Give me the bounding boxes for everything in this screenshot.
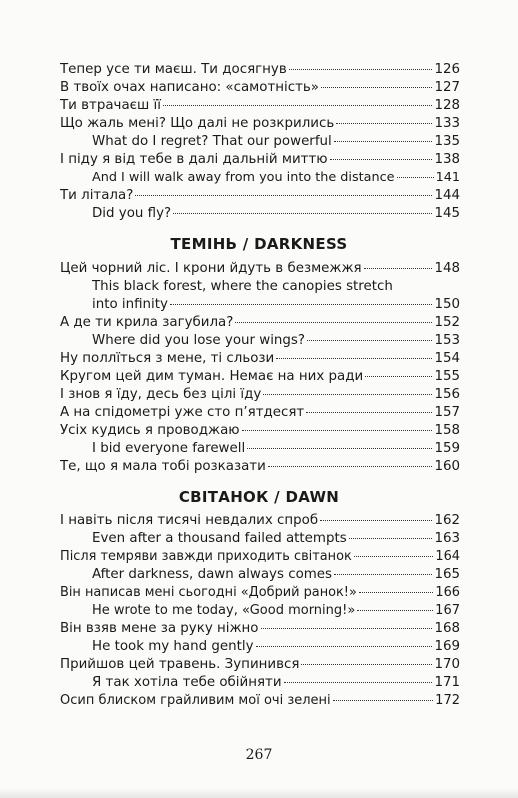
toc-section-dawn xyxy=(60,512,460,710)
toc-entry xyxy=(60,314,460,332)
dot-leader xyxy=(263,394,432,395)
toc-entry xyxy=(60,386,460,404)
entry-page: 172 xyxy=(435,693,460,708)
entry-title: Even after a thousand failed attempts xyxy=(92,531,347,546)
entry-title: А де ти крила загубила? xyxy=(60,315,234,330)
entry-page: 145 xyxy=(434,206,460,221)
dot-leader xyxy=(247,448,432,449)
entry-title: Усіх кудись я проводжаю xyxy=(60,423,240,438)
toc-entry xyxy=(60,620,460,638)
dot-leader xyxy=(333,700,434,701)
dot-leader xyxy=(397,177,434,178)
entry-page: 141 xyxy=(435,170,460,185)
entry-title: Осип блиском грайливим мої очі зелені xyxy=(60,693,331,708)
toc-entry-translation xyxy=(60,602,460,620)
dot-leader xyxy=(306,412,432,413)
toc-entry-translation xyxy=(60,332,460,350)
entry-page: 128 xyxy=(434,98,460,113)
entry-page: 169 xyxy=(434,639,460,654)
dot-leader xyxy=(359,592,434,593)
dot-leader xyxy=(242,430,433,431)
toc-entry-translation xyxy=(60,530,460,548)
entry-title: Цей чорний ліс. І крони йдуть в безмежжя xyxy=(60,261,362,276)
section-heading-dawn: СВІТАНОК / DAWN xyxy=(178,488,340,506)
toc-entry xyxy=(60,97,460,115)
dot-leader xyxy=(268,466,433,467)
entry-title: I bid everyone farewell xyxy=(92,441,246,456)
dot-leader xyxy=(256,646,433,647)
entry-title: Він написав мені сьогодні «Добрий ранок!» xyxy=(60,585,357,600)
dot-leader xyxy=(334,141,433,142)
entry-title: В твоїх очах написано: «самотність» xyxy=(60,80,319,95)
dot-leader xyxy=(235,322,432,323)
dot-leader xyxy=(334,574,432,575)
entry-page: 153 xyxy=(434,333,460,348)
dot-leader xyxy=(289,69,433,70)
dot-leader xyxy=(354,556,434,557)
entry-page: 127 xyxy=(434,80,460,95)
toc-entry xyxy=(60,584,460,602)
entry-title: Він взяв мене за руку ніжно xyxy=(60,621,259,636)
entry-page: 164 xyxy=(435,549,460,564)
entry-page: 166 xyxy=(435,585,460,600)
toc-entry xyxy=(60,512,460,530)
entry-title: Тепер усе ти маєш. Ти досягнув xyxy=(60,62,287,77)
entry-title-continued: into infinity xyxy=(92,297,168,312)
entry-title: Те, що я мала тобі розказати xyxy=(60,459,266,474)
toc-section-darkness xyxy=(60,260,460,476)
entry-page: 155 xyxy=(434,369,460,384)
entry-page: 156 xyxy=(434,387,460,402)
dot-leader xyxy=(261,628,433,629)
dot-leader xyxy=(301,664,432,665)
entry-page: 154 xyxy=(434,351,460,366)
dot-leader xyxy=(357,610,433,611)
dot-leader xyxy=(365,376,432,377)
entry-page: 171 xyxy=(434,675,460,690)
toc-entry xyxy=(60,115,460,133)
entry-title: This black forest, where the canopies stretch xyxy=(92,279,393,294)
toc-entry xyxy=(60,404,460,422)
entry-title: Did you fly? xyxy=(92,206,172,221)
toc-entry xyxy=(60,692,460,710)
entry-page: 126 xyxy=(434,62,460,77)
dot-leader xyxy=(284,682,433,683)
entry-page: 157 xyxy=(434,405,460,420)
entry-title-continuation-row xyxy=(92,296,460,314)
toc-entry xyxy=(60,422,460,440)
entry-title: Що жаль мені? Що далі не розкрились xyxy=(60,116,335,131)
entry-title: І навіть після тисячі невдалих спроб xyxy=(60,513,319,528)
dot-leader xyxy=(135,195,432,196)
entry-title: Кругом цей дим туман. Немає на них ради xyxy=(60,369,364,384)
entry-page: 163 xyxy=(434,531,460,546)
entry-title: Я так хотіла тебе обійняти xyxy=(92,675,282,690)
toc-entry-translation xyxy=(60,278,460,314)
toc-entry xyxy=(60,368,460,386)
page-number: 267 xyxy=(245,747,273,763)
toc-entry-translation xyxy=(60,169,460,187)
toc-entry-translation xyxy=(60,205,460,223)
entry-title: Ти втрачаєш її xyxy=(60,98,161,113)
dot-leader xyxy=(163,105,432,106)
toc-entry xyxy=(60,656,460,674)
section-heading-darkness: ТЕМІНЬ / DARKNESS xyxy=(170,235,348,253)
entry-page: 168 xyxy=(434,621,460,636)
entry-title: Після темряви завжди приходить світанок xyxy=(60,549,352,564)
entry-page: 152 xyxy=(434,315,460,330)
dot-leader xyxy=(336,123,432,124)
dot-leader xyxy=(330,159,433,160)
entry-title: Where did you lose your wings? xyxy=(92,333,306,348)
entry-page: 170 xyxy=(434,657,460,672)
toc-entry xyxy=(60,548,460,566)
page-bottom-edge xyxy=(0,788,518,798)
entry-title: І піду я від тебе в далі дальній миттю xyxy=(60,152,328,167)
entry-title: And I will walk away from you into the distance xyxy=(92,170,395,185)
dot-leader xyxy=(349,538,433,539)
toc-entry xyxy=(60,187,460,205)
entry-page: 150 xyxy=(434,297,460,312)
toc-entry-translation xyxy=(60,638,460,656)
dot-leader xyxy=(321,87,432,88)
entry-page: 144 xyxy=(434,188,460,203)
entry-page: 160 xyxy=(434,459,460,474)
toc-entry xyxy=(60,79,460,97)
toc-section-1 xyxy=(60,61,460,223)
entry-page: 138 xyxy=(434,152,460,167)
dot-leader xyxy=(320,520,432,521)
toc-entry xyxy=(60,61,460,79)
toc-entry xyxy=(60,458,460,476)
toc-entry-translation xyxy=(60,674,460,692)
entry-title: Ти літала? xyxy=(60,188,134,203)
dot-leader xyxy=(173,213,432,214)
entry-title: What do I regret? That our powerful xyxy=(92,134,332,149)
toc-entry-translation xyxy=(60,133,460,151)
toc-entry xyxy=(60,151,460,169)
dot-leader xyxy=(364,268,433,269)
toc-entry-translation xyxy=(60,440,460,458)
entry-title: Ну поллїться з мене, ті сльози xyxy=(60,351,275,366)
entry-page: 162 xyxy=(434,513,460,528)
entry-title: He wrote to me today, «Good morning!» xyxy=(92,603,356,618)
entry-page: 165 xyxy=(434,567,460,582)
entry-page: 135 xyxy=(434,134,460,149)
entry-page: 158 xyxy=(434,423,460,438)
dot-leader xyxy=(276,358,432,359)
entry-title: He took my hand gently xyxy=(92,639,254,654)
toc-entry xyxy=(60,350,460,368)
entry-title: І знов я їду, десь без цілі їду xyxy=(60,387,262,402)
entry-page: 148 xyxy=(434,261,460,276)
toc-entry xyxy=(60,260,460,278)
entry-page: 159 xyxy=(434,441,460,456)
dot-leader xyxy=(170,304,433,305)
entry-title: Прийшов цей травень. Зупинився xyxy=(60,657,300,672)
entry-title: After darkness, dawn always comes xyxy=(92,567,333,582)
toc-entry-translation xyxy=(60,566,460,584)
entry-title: А на спідометрі уже сто п’ятдесят xyxy=(60,405,305,420)
entry-page: 167 xyxy=(435,603,460,618)
dot-leader xyxy=(307,340,432,341)
entry-page: 133 xyxy=(434,116,460,131)
